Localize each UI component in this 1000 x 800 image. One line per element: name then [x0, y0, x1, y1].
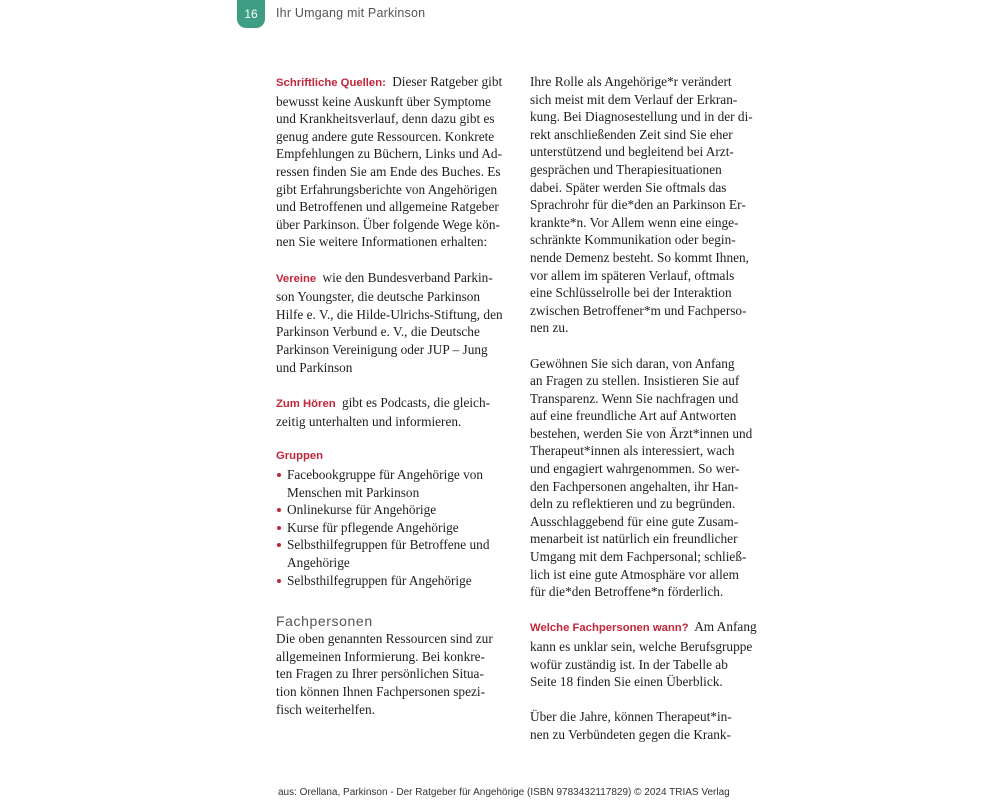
text-line: gesprächen und Therapiesituationen [530, 161, 722, 177]
text-line: Sprachrohr für die*den an Parkinson Er- [530, 197, 746, 213]
text-line: ten Fragen zu Ihrer persönlichen Situa- [276, 666, 484, 682]
text-line: Hilfe e. V., die Hilde-Ulrichs-Stiftung, den [276, 306, 503, 322]
text-line: son Youngster, die deutsche Parkinson [276, 289, 481, 305]
text-line: unterstützend und begleitend bei Arzt- [530, 144, 734, 160]
text-line: Dieser Ratgeber gibt [392, 74, 503, 89]
text-line: Empfehlungen zu Büchern, Links und Ad- [276, 146, 503, 162]
text-line: krankte*n. Vor Allem wenn eine einge- [530, 214, 739, 230]
lead-listening: Zum Hören [276, 397, 336, 410]
text-line: bewusst keine Auskunft über Symptome [276, 93, 491, 109]
text-line: Umgang mit dem Fachpersonal; schließ- [530, 549, 747, 565]
section-heading-professionals: Fachpersonen [276, 613, 373, 630]
text-line: tion können Ihnen Fachpersonen spezi- [276, 684, 485, 699]
text-line: vor allem im späteren Verlauf, oftmals [530, 267, 735, 283]
text-line: fisch weiterhelfen. [276, 701, 375, 717]
paragraph-role [530, 73, 764, 337]
page-number: 16 [244, 7, 258, 21]
text-line: für die*den Betroffene*n förderlich. [530, 584, 724, 600]
paragraph-asking [530, 355, 764, 601]
text-line: Therapeut*innen als interessiert, wach [530, 443, 735, 459]
paragraph-listening [276, 394, 510, 431]
text-line: allgemeinen Informierung. Bei konkre- [276, 648, 485, 664]
text-line: zwischen Betroffener*m und Fachperso- [530, 302, 747, 318]
left-column [276, 73, 510, 718]
text-line: Gewöhnen Sie sich daran, von Anfang [530, 355, 735, 371]
groups-heading: Gruppen [276, 450, 324, 463]
lead-which-professionals: Welche Fachpersonen wann? [530, 622, 689, 635]
text-line: Ausschlaggebend für eine gute Zusam- [530, 513, 739, 529]
source-footer: aus: Orellana, Parkinson - Der Ratgeber für Angehörige (ISBN 9783432117829) © 2024 TRIAS Verlag [278, 787, 730, 798]
paragraph-associations [276, 269, 510, 377]
text-line: über Parkinson. Über folgende Wege kön- [276, 216, 500, 232]
text-line: eine Schlüsselrolle bei der Interaktion [530, 285, 732, 301]
text-line: kann es unklar sein, welche Berufsgruppe [530, 639, 753, 654]
text-line: Über die Jahre, können Therapeut*in- [530, 709, 732, 725]
text-line: gibt Erfahrungsberichte von Angehörigen [276, 181, 498, 197]
text-line: auf eine freundliche Art auf Antworten [530, 408, 737, 424]
text-line: genug andere gute Ressourcen. Konkrete [276, 128, 495, 144]
text-line: nende Demenz besteht. So kommt Ihnen, [530, 249, 749, 265]
text-line: lich ist eine gute Atmosphäre vor allem [530, 566, 740, 582]
text-line: und Parkinson [276, 359, 353, 375]
list-item: Facebookgruppe für Angehörige von Menschen mit Parkinson [276, 466, 510, 501]
text-line: Parkinson Vereinigung oder JUP – Jung [276, 341, 488, 357]
paragraph-written-sources [276, 73, 510, 251]
text-line: an Fragen zu stellen. Insistieren Sie auf [530, 373, 740, 389]
text-line: gibt es Podcasts, die gleich- [341, 394, 491, 410]
text-line: Transparenz. Wenn Sie nachfragen und [530, 390, 739, 406]
text-line: Ihre Rolle als Angehörige*r verändert [530, 74, 732, 89]
lead-associations: Vereine [276, 272, 317, 285]
text-line: schränkte Kommunikation oder begin- [530, 232, 736, 248]
paragraph-which-professionals [530, 618, 764, 690]
text-line: deln zu reflektieren und zu begründen. [530, 496, 736, 512]
running-title: Ihr Umgang mit Parkinson [276, 6, 426, 20]
text-line: Parkinson Verbund e. V., die Deutsche [276, 324, 480, 340]
text-line: ressen finden Sie am Ende des Buches. Es [276, 163, 501, 179]
bullet-icon [277, 508, 281, 512]
text-line: und Betroffenen und allgemeine Ratgeber [276, 199, 499, 215]
list-item: Selbsthilfegruppen für Angehörige [276, 572, 510, 590]
text-line: den Fachpersonen angehalten, ihr Han- [530, 478, 739, 494]
bullet-icon [277, 473, 281, 477]
right-column [530, 73, 764, 744]
paragraph-allies [530, 708, 764, 743]
text-line: Am Anfang [694, 619, 757, 635]
page-number-badge [237, 0, 265, 28]
text-line: zeitig unterhalten und informieren. [276, 414, 462, 430]
text-line: wie den Bundesverband Parkin- [322, 269, 493, 285]
bullet-icon [277, 543, 281, 547]
list-item: Selbsthilfegruppen für Betroffene und Angehörige [276, 536, 510, 571]
text-line: menarbeit ist natürlich ein freundlicher [530, 531, 738, 547]
text-line: und Krankheitsverlauf, denn dazu gibt es [276, 111, 495, 127]
text-line: Die oben genannten Ressourcen sind zur [276, 631, 493, 647]
bullet-icon [277, 526, 281, 530]
text-line: bestehen, werden Sie von Ärzt*innen und [530, 425, 753, 441]
bullet-icon [277, 579, 281, 583]
text-line: dabei. Später werden Sie oftmals das [530, 179, 727, 195]
list-item: Kurse für pflegende Angehörige [276, 519, 510, 537]
paragraph-professionals [276, 630, 510, 718]
lead-written-sources: Schriftliche Quellen: [276, 77, 386, 89]
groups-list [276, 466, 510, 589]
text-line: nen zu Verbündeten gegen die Krank- [530, 726, 731, 742]
text-line: nen zu. [530, 320, 569, 336]
text-line: Seite 18 finden Sie einen Überblick. [530, 674, 723, 690]
text-line: rekt anschließenden Zeit sind Sie eher [530, 126, 733, 142]
list-item: Onlinekurse für Angehörige [276, 501, 510, 519]
text-line: kung. Bei Diagnosestellung und in der di- [530, 109, 753, 125]
text-line: nen Sie weitere Informationen erhalten: [276, 234, 488, 250]
text-line: wofür zuständig ist. In der Tabelle ab [530, 656, 728, 672]
text-line: und engagiert wahrgenommen. So wer- [530, 461, 740, 477]
text-line: sich meist mit dem Verlauf der Erkran- [530, 91, 738, 107]
